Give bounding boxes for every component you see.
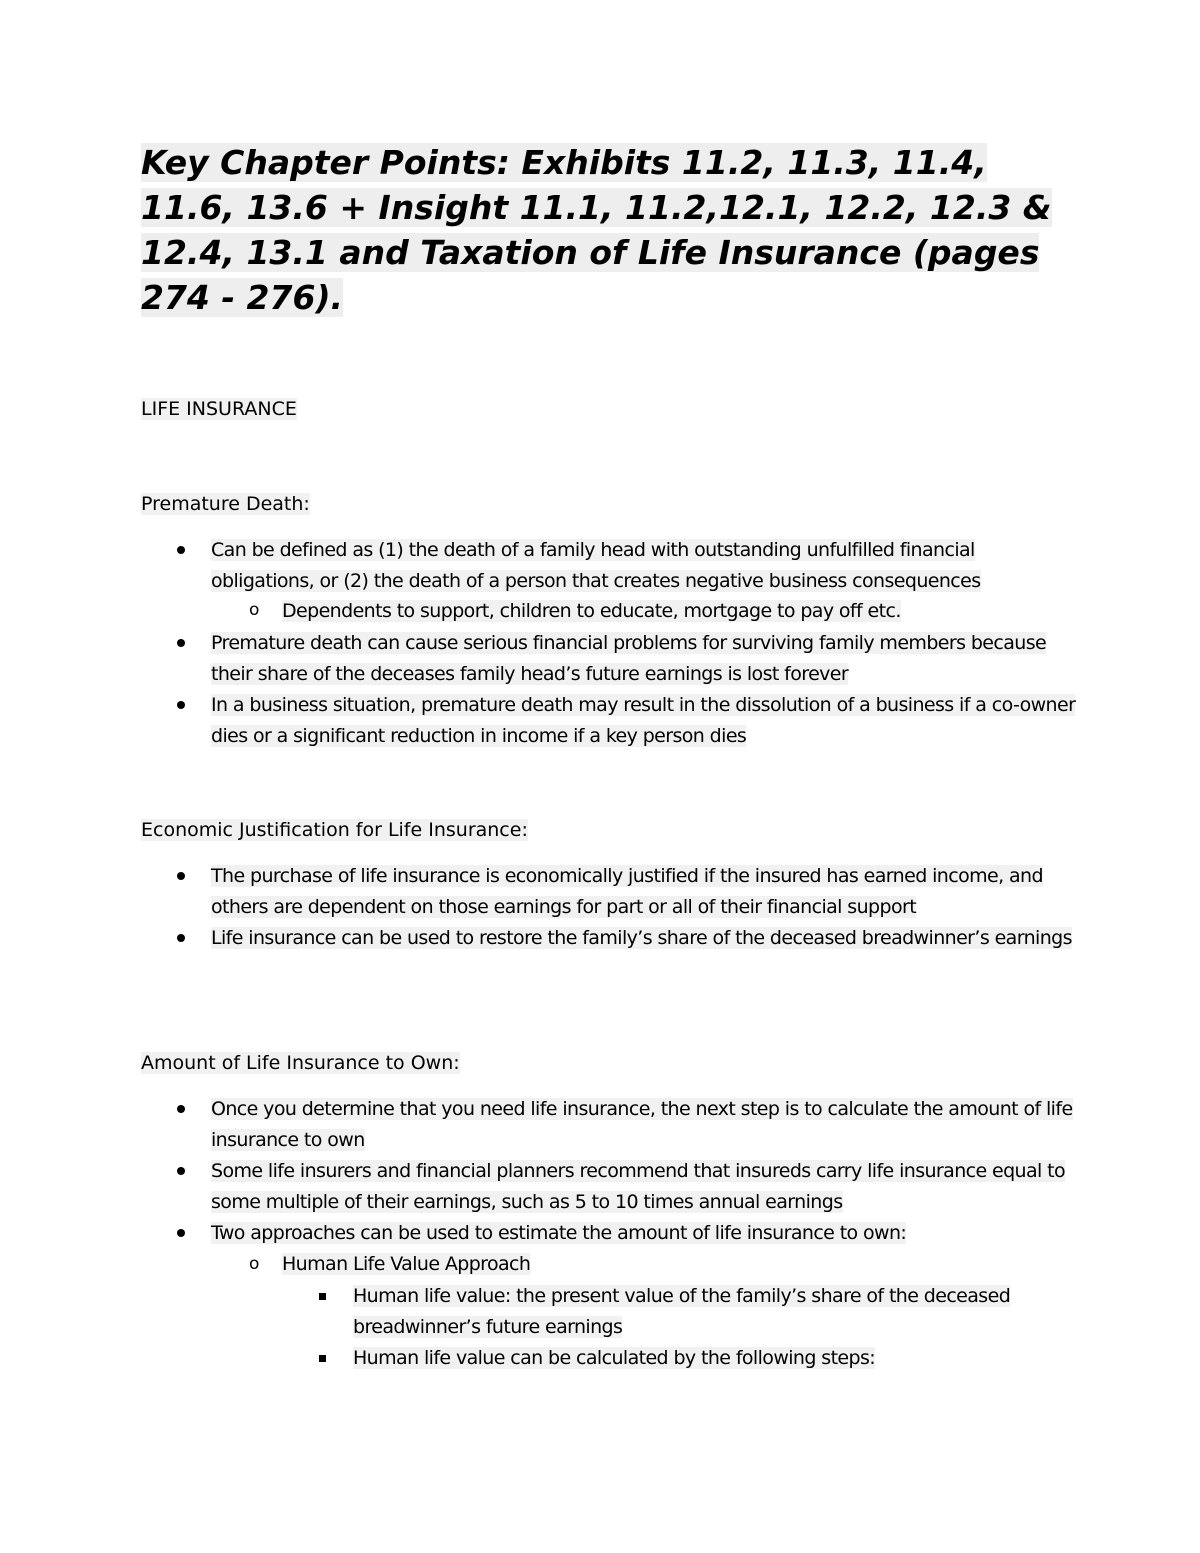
bullet-icon [177,639,185,647]
list-item: Two approaches can be used to estimate the amount of life insurance to own: [211,1222,907,1244]
bullet-icon [177,1105,185,1113]
circle-bullet-icon: o [249,600,260,620]
list-item: Human life value can be calculated by the following steps: [353,1347,876,1369]
section-label: LIFE INSURANCE [141,398,297,420]
document-title: Key Chapter Points: Exhibits 11.2, 11.3, 11.4, 11.6, 13.6 + Insight 11.1, 11.2,12.1, 12.2, 12.3 & 12.4, 13.1 and Taxation of Life Insurance (pages 274 - 276). [141,143,1052,317]
list-item: Dependents to support, children to educate, mortgage to pay off etc. [282,600,901,622]
list-item: Human life value: the present value of the family’s share of the deceased breadwinner’s future earnings [353,1285,1011,1338]
economic-justification-heading: Economic Justification for Life Insurance: [141,819,528,841]
bullet-icon [177,872,185,880]
list-item: Some life insurers and financial planners recommend that insureds carry life insurance equal to some multiple of their earnings, such as 5 to 10 times annual earnings [211,1160,1066,1213]
list-item: Can be defined as (1) the death of a family head with outstanding unfulfilled financial obligations, or (2) the death of a person that creates negative business consequences [211,539,981,592]
square-bullet-icon [319,1293,326,1300]
list-item: The purchase of life insurance is economically justified if the insured has earned income, and others are dependent on those earnings for part or all of their financial support [211,865,1043,918]
bullet-icon [177,701,185,709]
list-item: In a business situation, premature death may result in the dissolution of a business if a co-owner dies or a significant reduction in income if a key person dies [211,694,1076,747]
list-item: Human Life Value Approach [282,1253,531,1275]
circle-bullet-icon: o [249,1254,260,1274]
list-item: Life insurance can be used to restore the family’s share of the deceased breadwinner’s earnings [211,927,1072,949]
amount-to-own-heading: Amount of Life Insurance to Own: [141,1052,460,1074]
bullet-icon [177,1167,185,1175]
bullet-icon [177,546,185,554]
list-item: Premature death can cause serious financial problems for surviving family members because their share of the deceases family head’s future earnings is lost forever [211,632,1047,685]
bullet-icon [177,1229,185,1237]
square-bullet-icon [319,1355,326,1362]
bullet-icon [177,934,185,942]
premature-death-heading: Premature Death: [141,493,310,515]
list-item: Once you determine that you need life insurance, the next step is to calculate the amount of life insurance to own [211,1098,1073,1151]
